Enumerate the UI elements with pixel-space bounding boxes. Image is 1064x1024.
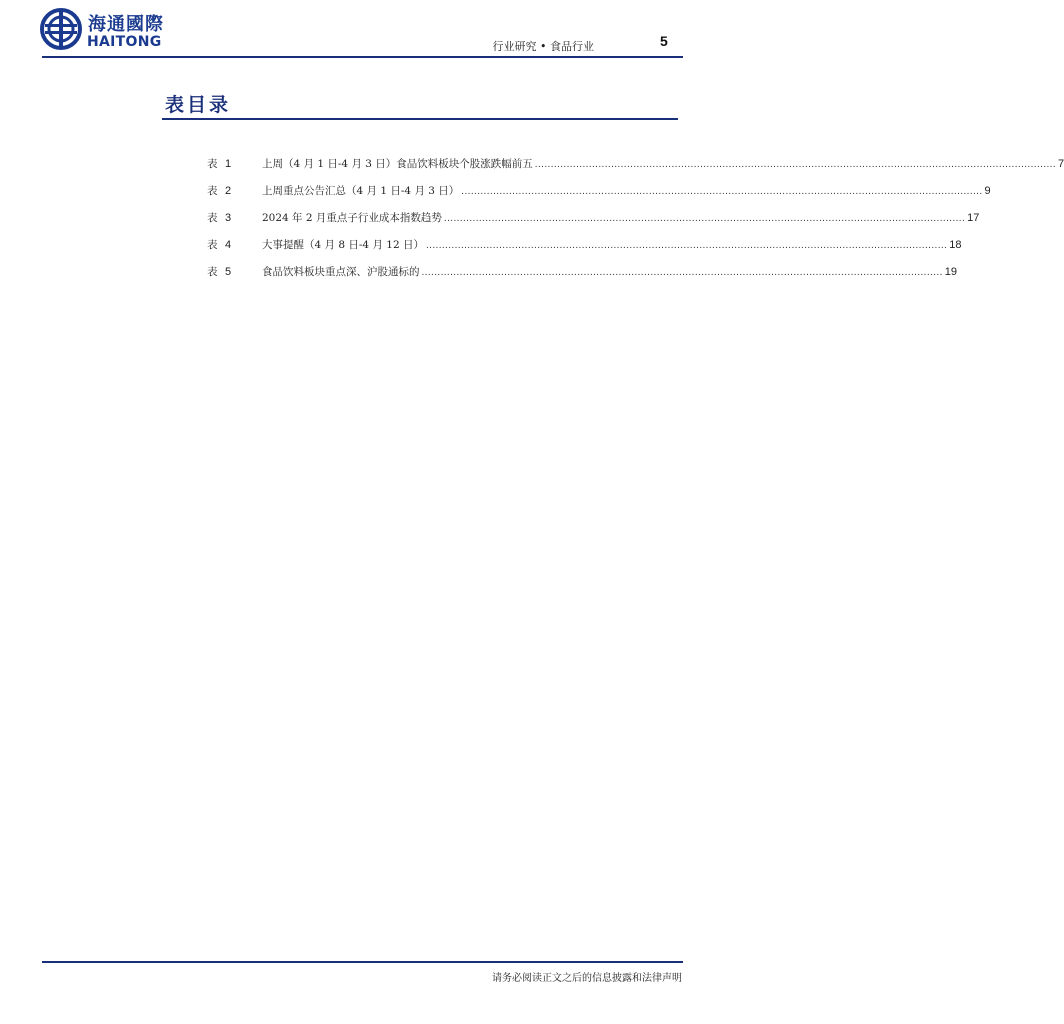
haitong-emblem-icon <box>40 8 82 50</box>
toc-entry-label[interactable]: 大事提醒（4 月 8 日-4 月 12 日） <box>262 239 424 251</box>
toc-entry-page[interactable]: 9 <box>984 185 991 197</box>
footer-disclaimer: 请务必阅读正文之后的信息披露和法律声明 <box>492 973 682 984</box>
toc-entry-prefix: 表 <box>207 185 218 197</box>
page-number: 5 <box>660 33 668 49</box>
toc-entry-prefix: 表 <box>207 212 218 224</box>
toc-entry-number: 2 <box>225 185 232 197</box>
toc-entry-label[interactable]: 上周（4 月 1 日-4 月 3 日）食品饮料板块个股涨跌幅前五 <box>262 158 533 170</box>
header-divider <box>42 56 683 58</box>
toc-entry-number: 3 <box>225 212 232 224</box>
header-category: 行业研究 • 食品行业 <box>492 40 594 53</box>
toc-entry-prefix: 表 <box>207 158 218 170</box>
toc-entry-4[interactable] <box>207 237 962 264</box>
toc-entry-number: 1 <box>225 158 232 170</box>
toc-title-divider <box>162 118 678 120</box>
toc-entry-2[interactable] <box>207 183 991 210</box>
toc-leader-dots: .................................................................................................................................................................... <box>534 159 1057 170</box>
logo-chinese-text: 海通國際 <box>88 14 164 35</box>
table-of-tables <box>207 156 1064 291</box>
toc-entry-page[interactable]: 18 <box>949 239 962 251</box>
toc-entry-number: 5 <box>225 266 232 278</box>
toc-leader-dots: .................................................................................................................................................................... <box>461 186 983 197</box>
toc-entry-page[interactable]: 7 <box>1058 158 1064 170</box>
footer-divider <box>42 961 683 963</box>
toc-leader-dots: .................................................................................................................................................................... <box>425 240 948 251</box>
toc-entry-label[interactable]: 2024 年 2 月重点子行业成本指数趋势 <box>262 212 442 224</box>
logo-english-text: HAITONG <box>87 34 162 50</box>
toc-entry-5[interactable] <box>207 264 957 291</box>
toc-entry-label[interactable]: 食品饮料板块重点深、沪股通标的 <box>262 266 420 278</box>
toc-leader-dots: .................................................................................................................................................................... <box>443 213 966 224</box>
toc-entry-1[interactable] <box>207 156 1064 183</box>
toc-entry-3[interactable] <box>207 210 980 237</box>
haitong-logo <box>40 8 170 52</box>
toc-entry-number: 4 <box>225 239 232 251</box>
toc-entry-page[interactable]: 19 <box>944 266 957 278</box>
toc-entry-label[interactable]: 上周重点公告汇总（4 月 1 日-4 月 3 日） <box>262 185 460 197</box>
toc-leader-dots: .................................................................................................................................................................... <box>421 267 943 278</box>
toc-entry-prefix: 表 <box>207 266 218 278</box>
toc-title: 表目录 <box>165 94 232 116</box>
toc-entry-prefix: 表 <box>207 239 218 251</box>
toc-entry-page[interactable]: 17 <box>967 212 980 224</box>
